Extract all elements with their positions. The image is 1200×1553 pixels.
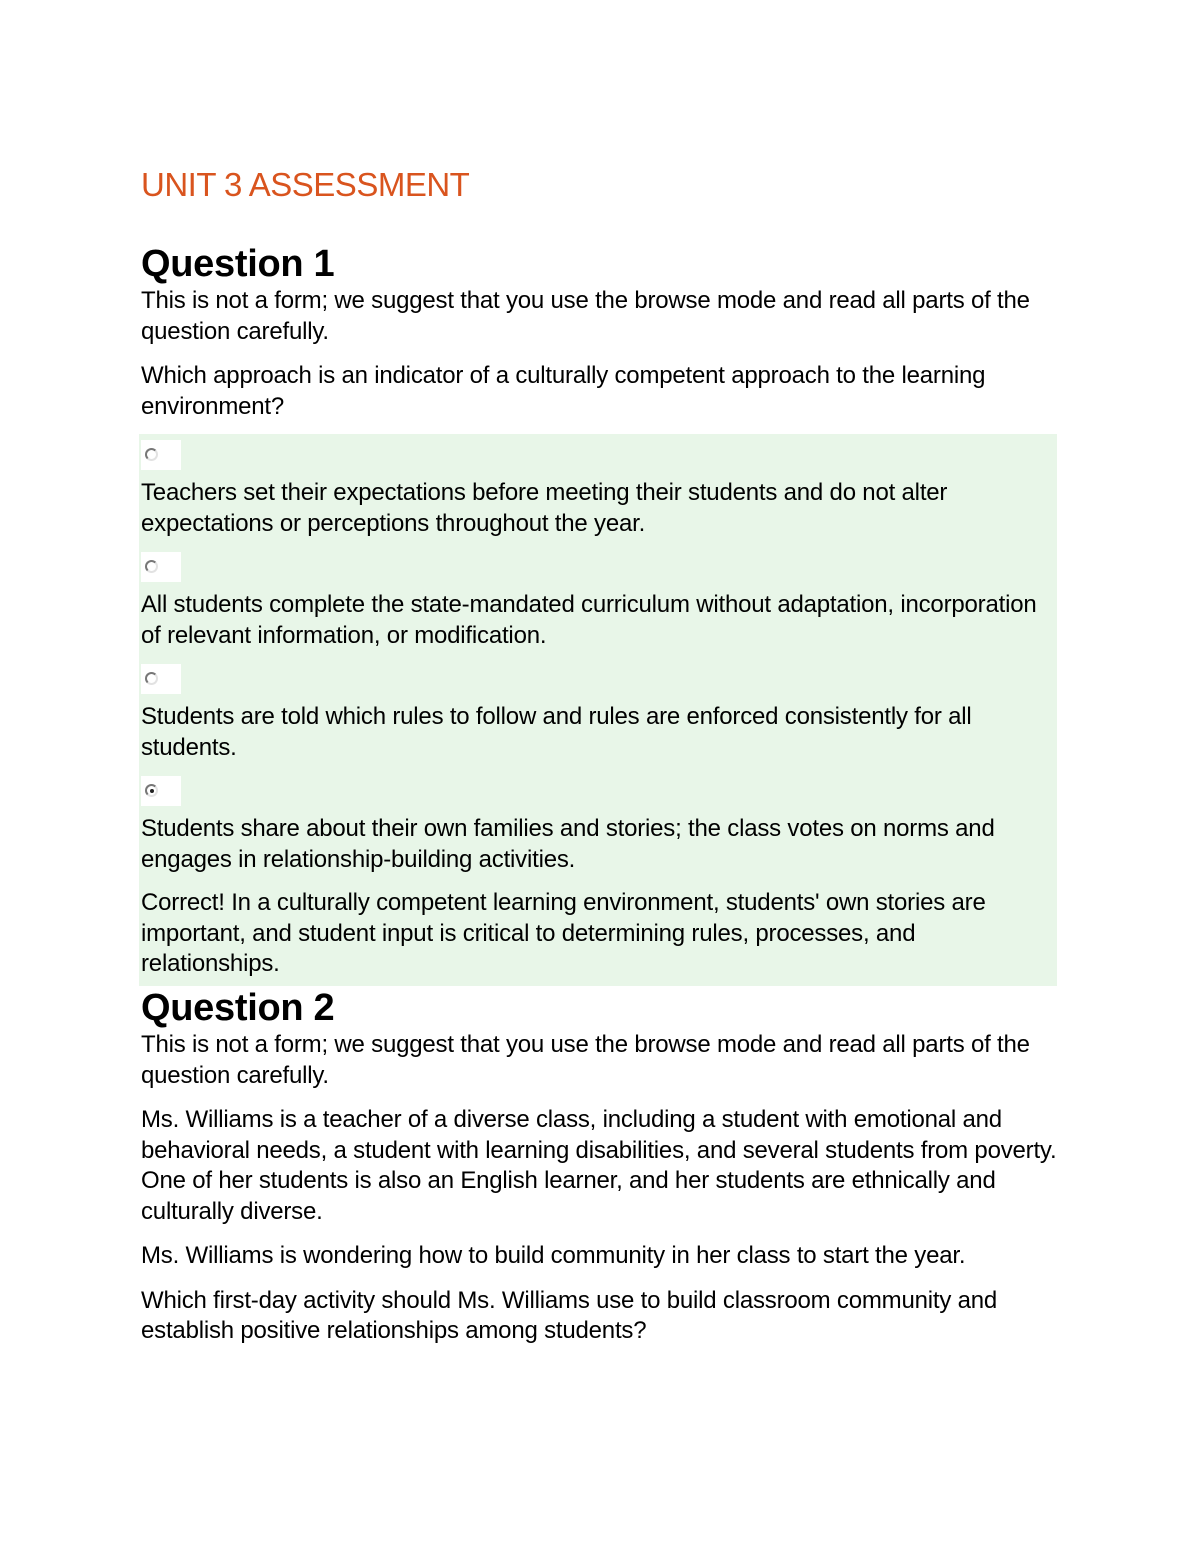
- radio-container: [141, 776, 181, 806]
- question-1: [141, 242, 1061, 986]
- answer-feedback: Correct! In a culturally competent learning environment, students' own stories are important, and student input is critical to determining rules, processes, and relationships.: [141, 889, 986, 977]
- radio-container: [141, 664, 181, 694]
- answer-option-text: Students are told which rules to follow and rules are enforced consistently for all students.: [141, 703, 972, 761]
- question-prompt: Which approach is an indicator of a culturally competent approach to the learning environment?: [141, 362, 986, 420]
- answer-option-text: All students complete the state-mandated curriculum without adaptation, incorporation of relevant information, or modification.: [141, 591, 1037, 649]
- answer-option-text: Students share about their own families and stories; the class votes on norms and engages in relationship-building activities.: [141, 815, 995, 873]
- answer-option-text: Teachers set their expectations before meeting their students and do not alter expectations or perceptions throughout the year.: [141, 479, 948, 537]
- radio-button-unselected[interactable]: [145, 672, 158, 685]
- radio-button-unselected[interactable]: [145, 448, 158, 461]
- question-instruction: This is not a form; we suggest that you use the browse mode and read all parts of the question carefully.: [141, 1031, 1030, 1089]
- answer-option-c[interactable]: [141, 664, 1057, 763]
- answer-option-d[interactable]: [141, 776, 1057, 875]
- question-instruction: This is not a form; we suggest that you use the browse mode and read all parts of the question carefully.: [141, 287, 1030, 345]
- unit-title: UNIT 3 ASSESSMENT: [141, 166, 470, 203]
- answer-option-b[interactable]: [141, 552, 1057, 651]
- radio-container: [141, 440, 181, 470]
- radio-container: [141, 552, 181, 582]
- question-heading: Question 1: [141, 243, 335, 285]
- question-scenario: Ms. Williams is wondering how to build community in her class to start the year.: [141, 1242, 966, 1269]
- radio-button-unselected[interactable]: [145, 560, 158, 573]
- radio-button-selected[interactable]: [145, 784, 158, 797]
- question-2: [141, 986, 1061, 1347]
- answer-option-a[interactable]: [141, 440, 1057, 539]
- question-prompt: Which first-day activity should Ms. Williams use to build classroom community and establish positive relationships among students?: [141, 1286, 998, 1344]
- question-scenario: Ms. Williams is a teacher of a diverse class, including a student with emotional and behavioral needs, a student with learning disabilities, and several students from poverty. One of her students is also an English learner, and her students are ethnically and culturally diverse.: [141, 1106, 1057, 1225]
- answer-options: [139, 434, 1057, 986]
- question-heading: Question 2: [141, 987, 335, 1029]
